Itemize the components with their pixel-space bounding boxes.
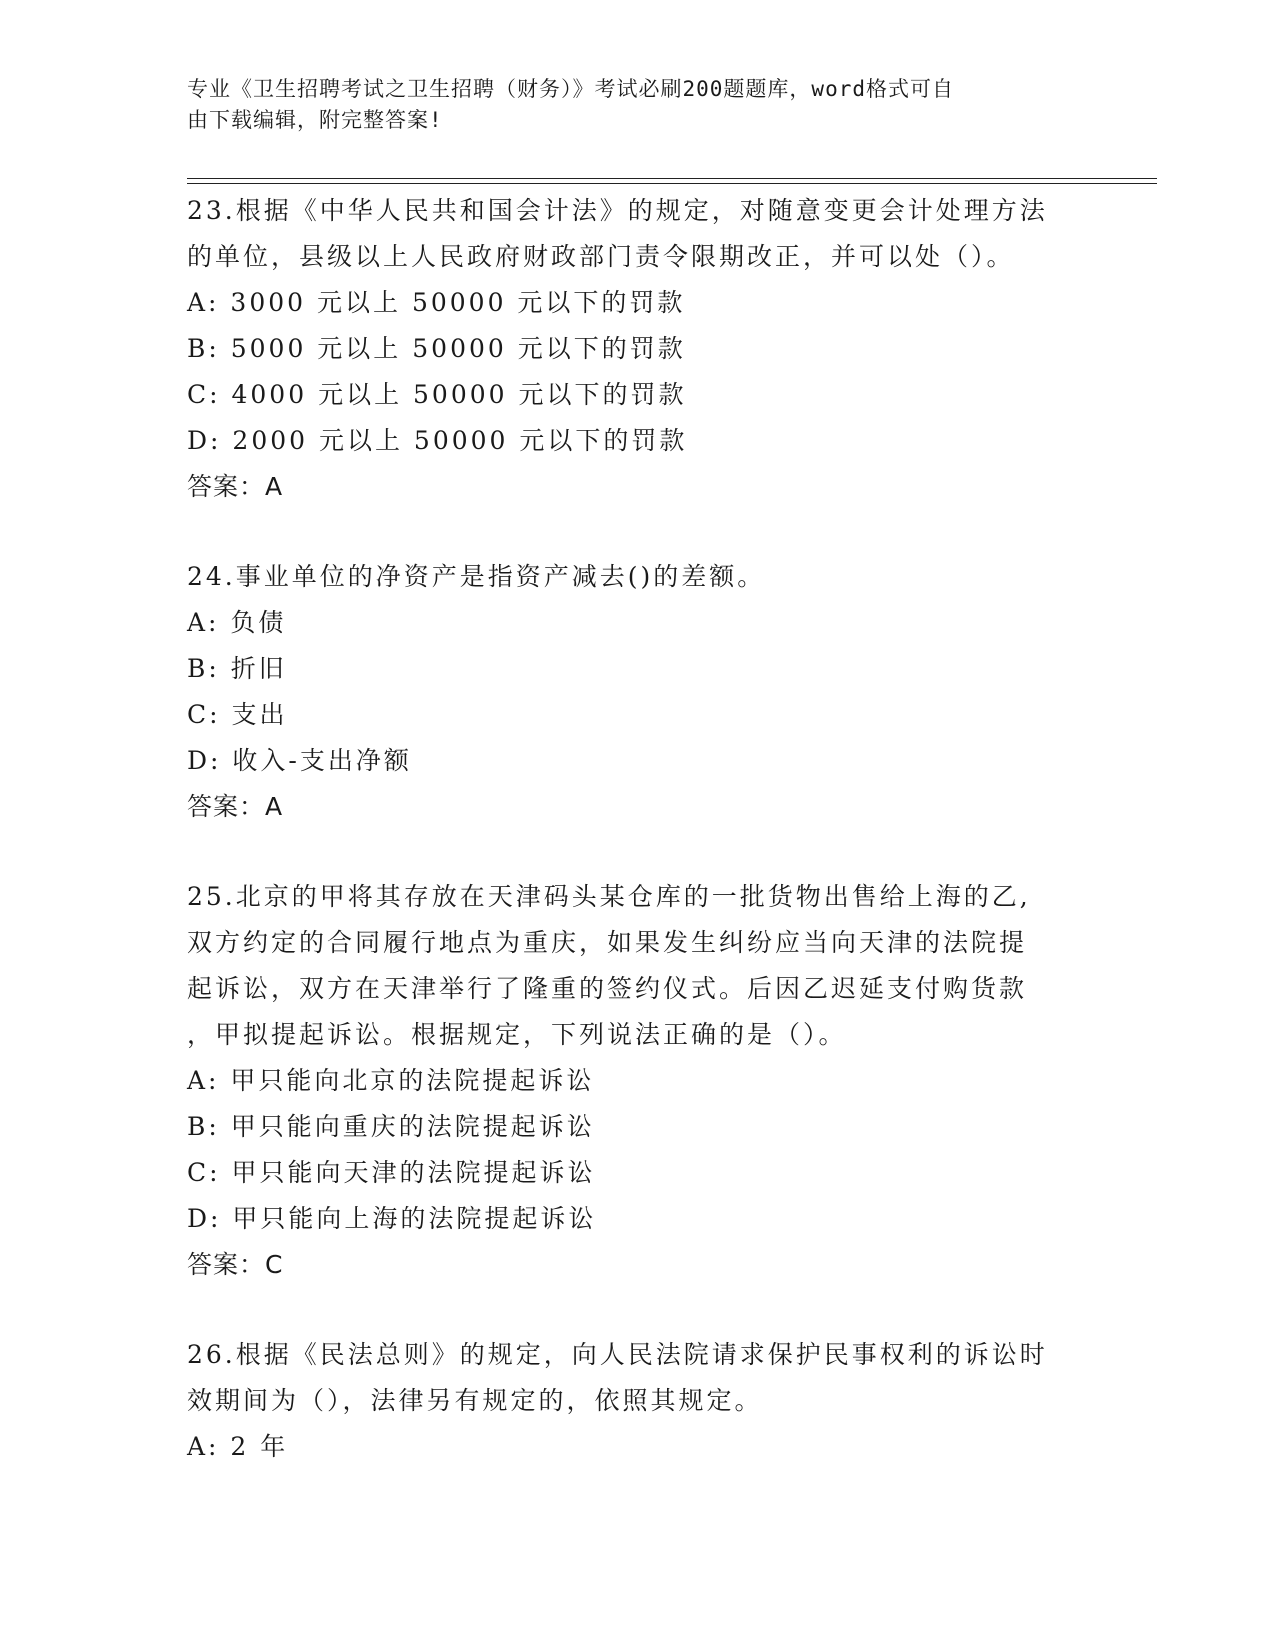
question-24 — [187, 554, 1087, 830]
question-text: 效期间为（），法律另有规定的，依照其规定。 — [187, 1386, 763, 1415]
option-d: D: 甲只能向上海的法院提起诉讼 — [187, 1204, 597, 1233]
header-divider-bottom — [187, 183, 1157, 184]
answer: 答案：C — [187, 1250, 284, 1279]
option-b: B: 甲只能向重庆的法院提起诉讼 — [187, 1112, 595, 1141]
question-text: 双方约定的合同履行地点为重庆，如果发生纠纷应当向天津的法院提 — [187, 928, 1028, 957]
option-c: C: 支出 — [187, 700, 288, 729]
option-a: A: 甲只能向北京的法院提起诉讼 — [187, 1066, 595, 1095]
question-text: 的单位，县级以上人民政府财政部门责令限期改正，并可以处（）。 — [187, 242, 1015, 271]
question-text: 起诉讼，双方在天津举行了隆重的签约仪式。后因乙迟延支付购货款 — [187, 974, 1028, 1003]
document-header — [187, 74, 1067, 136]
question-23 — [187, 188, 1087, 510]
answer: 答案：A — [187, 472, 284, 501]
spacer — [187, 1288, 1087, 1332]
question-25 — [187, 874, 1087, 1288]
question-list — [187, 188, 1087, 1470]
question-text: 25.北京的甲将其存放在天津码头某仓库的一批货物出售给上海的乙, — [187, 882, 1031, 911]
question-26 — [187, 1332, 1087, 1470]
option-a: A: 负债 — [187, 608, 287, 637]
option-c: C: 4000 元以上 50000 元以下的罚款 — [187, 380, 687, 409]
question-text: 23.根据《中华人民共和国会计法》的规定，对随意变更会计处理方法 — [187, 196, 1048, 225]
option-b: B: 5000 元以上 50000 元以下的罚款 — [187, 334, 686, 363]
option-b: B: 折旧 — [187, 654, 287, 683]
spacer — [187, 510, 1087, 554]
question-text: 26.根据《民法总则》的规定，向人民法院请求保护民事权利的诉讼时 — [187, 1340, 1048, 1369]
question-text: 24.事业单位的净资产是指资产减去()的差额。 — [187, 562, 766, 591]
spacer — [187, 830, 1087, 874]
header-divider-top — [187, 178, 1157, 179]
option-d: D: 2000 元以上 50000 元以下的罚款 — [187, 426, 688, 455]
answer: 答案：A — [187, 792, 284, 821]
question-text: ，甲拟提起诉讼。根据规定，下列说法正确的是（）。 — [187, 1020, 847, 1049]
option-a: A: 3000 元以上 50000 元以下的罚款 — [187, 288, 686, 317]
option-c: C: 甲只能向天津的法院提起诉讼 — [187, 1158, 596, 1187]
option-a: A: 2 年 — [187, 1432, 289, 1461]
header-line-2: 由下载编辑，附完整答案! — [187, 108, 443, 132]
header-line-1: 专业《卫生招聘考试之卫生招聘（财务）》考试必刷200题题库，word格式可自 — [187, 77, 954, 101]
option-d: D: 收入-支出净额 — [187, 746, 412, 775]
